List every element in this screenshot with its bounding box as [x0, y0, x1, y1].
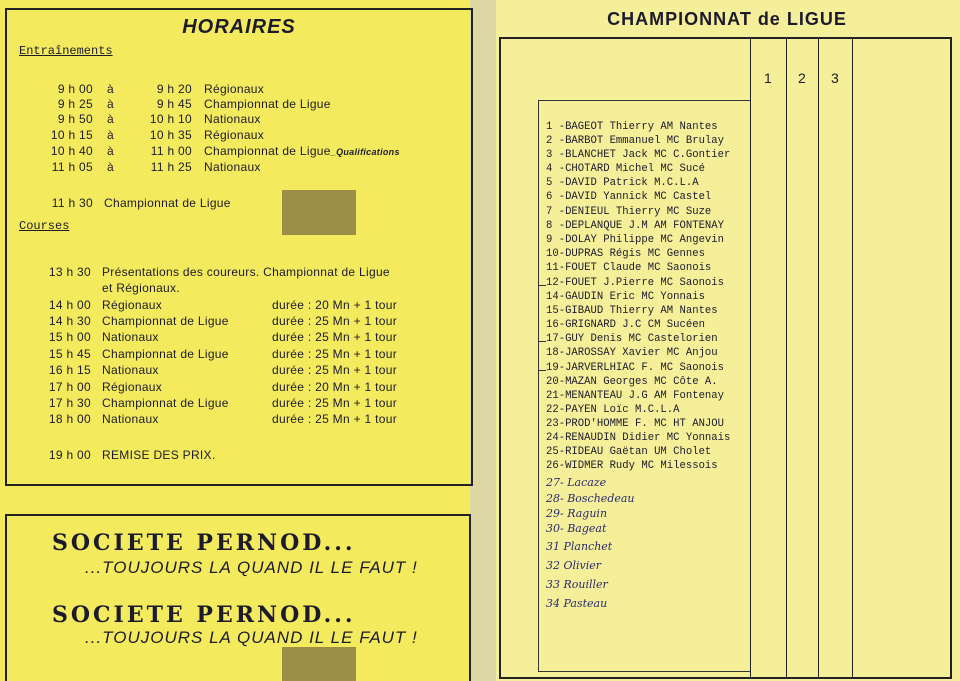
race-duration: durée : 25 Mn + 1 tour	[272, 314, 398, 328]
entry-row: 10-DUPRAS Régis MC Gennes	[546, 248, 705, 260]
column-divider	[818, 37, 819, 679]
entry-mark	[538, 341, 546, 342]
training-label: Championnat de Ligue	[204, 97, 331, 111]
column-divider	[786, 37, 787, 679]
race-time: 17 h 00	[48, 380, 91, 394]
race-duration: durée : 20 Mn + 1 tour	[272, 298, 398, 312]
prize-label: REMISE DES PRIX.	[102, 448, 216, 462]
courses-heading: Courses	[19, 219, 70, 233]
pernod-headline: SOCIETE PERNOD...	[52, 602, 356, 628]
entry-row: 3 -BLANCHET Jack MC C.Gontier	[546, 149, 731, 161]
training-start: 10 h 15	[50, 128, 93, 142]
training-a: à	[107, 112, 114, 126]
handwritten-entry: 30- Bageat	[546, 522, 607, 535]
handwritten-entry: 28- Boschedeau	[546, 492, 635, 505]
race-duration: durée : 25 Mn + 1 tour	[272, 412, 398, 426]
pernod-headline: SOCIETE PERNOD...	[52, 530, 356, 556]
entry-row: 1 -BAGEOT Thierry AM Nantes	[546, 121, 718, 133]
training-label: Nationaux	[204, 112, 261, 126]
race-time: 18 h 00	[48, 412, 91, 426]
training-start: 9 h 25	[57, 97, 93, 111]
race-time: 14 h 00	[48, 298, 91, 312]
stamp-block	[282, 190, 356, 235]
entry-row: 12-FOUET J.Pierre MC Saonois	[546, 277, 725, 289]
handwritten-entry: 33 Rouiller	[546, 578, 608, 591]
entry-row: 6 -DAVID Yannick MC Castel	[546, 191, 712, 203]
training-label: Nationaux	[204, 160, 261, 174]
race-duration: durée : 25 Mn + 1 tour	[272, 363, 398, 377]
training-start: 9 h 50	[57, 112, 93, 126]
race-duration: durée : 25 Mn + 1 tour	[272, 396, 398, 410]
race-time: 15 h 00	[48, 330, 91, 344]
qualifications-note: _Qualifications	[330, 147, 400, 157]
entry-row: 18-JAROSSAY Xavier MC Anjou	[546, 347, 718, 359]
training-a: à	[107, 97, 114, 111]
race-label: Régionaux	[102, 298, 163, 312]
handwritten-entry: 31 Planchet	[546, 540, 613, 553]
race-time: 15 h 45	[48, 347, 91, 361]
race-label: Championnat de Ligue	[102, 314, 229, 328]
training-start: 10 h 40	[50, 144, 93, 158]
stamp-block	[282, 647, 356, 681]
race-label: Nationaux	[102, 412, 159, 426]
training-extra-time: 11 h 30	[51, 196, 93, 210]
entry-row: 15-GIBAUD Thierry AM Nantes	[546, 305, 718, 317]
horaires-title: HORAIRES	[182, 16, 296, 38]
race-label: Championnat de Ligue	[102, 347, 229, 361]
training-start: 9 h 00	[57, 82, 93, 96]
race-duration: durée : 25 Mn + 1 tour	[272, 330, 398, 344]
entry-row: 4 -CHOTARD Michel MC Sucé	[546, 163, 705, 175]
entry-row: 25-RIDEAU Gaëtan UM Cholet	[546, 446, 712, 458]
race-label: Championnat de Ligue	[102, 396, 229, 410]
entry-row: 24-RENAUDIN Didier MC Yonnais	[546, 432, 731, 444]
race-time: 17 h 30	[48, 396, 91, 410]
training-a: à	[107, 128, 114, 142]
entry-row: 21-MENANTEAU J.G AM Fontenay	[546, 390, 725, 402]
race-label: Nationaux	[102, 363, 159, 377]
race-duration: durée : 20 Mn + 1 tour	[272, 380, 398, 394]
entry-row: 14-GAUDIN Eric MC Yonnais	[546, 291, 705, 303]
horaires-box	[5, 8, 473, 486]
training-end: 11 h 00	[150, 144, 192, 158]
column-header-2: 2	[798, 70, 806, 86]
entry-row: 11-FOUET Claude MC Saonois	[546, 262, 712, 274]
presentation-line1: Présentations des coureurs. Championnat de Ligue	[102, 265, 390, 279]
entry-row: 8 -DEPLANQUE J.M AM FONTENAY	[546, 220, 725, 232]
pernod-slogan: ...TOUJOURS LA QUAND IL LE FAUT !	[85, 628, 418, 647]
entry-row: 16-GRIGNARD J.C CM Sucéen	[546, 319, 705, 331]
entry-row: 19-JARVERLHIAC F. MC Saonois	[546, 362, 725, 374]
training-label	[204, 144, 400, 158]
training-label-text: Championnat de Ligue	[204, 144, 331, 158]
entry-row: 23-PROD'HOMME F. MC HT ANJOU	[546, 418, 725, 430]
entry-row: 20-MAZAN Georges MC Côte A.	[546, 376, 718, 388]
entrainements-heading: Entraînements	[19, 44, 113, 58]
training-a: à	[107, 144, 114, 158]
training-label: Régionaux	[204, 128, 265, 142]
presentation-line2: et Régionaux.	[102, 281, 180, 295]
entry-row: 7 -DENIEUL Thierry MC Suze	[546, 206, 712, 218]
race-label: Régionaux	[102, 380, 163, 394]
race-time: 16 h 15	[48, 363, 91, 377]
prize-time: 19 h 00	[48, 448, 91, 462]
entry-row: 26-WIDMER Rudy MC Milessois	[546, 460, 718, 472]
entry-row: 5 -DAVID Patrick M.C.L.A	[546, 177, 699, 189]
training-end: 10 h 35	[149, 128, 192, 142]
entry-row: 9 -DOLAY Philippe MC Angevin	[546, 234, 725, 246]
entry-row: 22-PAYEN Loïc M.C.L.A	[546, 404, 680, 416]
pernod-ad-box	[5, 514, 471, 681]
training-end: 11 h 25	[150, 160, 192, 174]
handwritten-entry: 27- Lacaze	[546, 476, 607, 489]
entry-mark	[538, 285, 546, 286]
column-divider	[852, 37, 853, 679]
training-label: Régionaux	[204, 82, 265, 96]
training-end: 9 h 20	[156, 82, 192, 96]
pernod-slogan: ...TOUJOURS LA QUAND IL LE FAUT !	[85, 558, 418, 577]
race-duration: durée : 25 Mn + 1 tour	[272, 347, 398, 361]
training-end: 10 h 10	[149, 112, 192, 126]
column-header-3: 3	[831, 70, 839, 86]
column-divider	[750, 37, 751, 679]
training-extra-label: Championnat de Ligue	[104, 196, 231, 210]
entry-row: 17-GUY Denis MC Castelorien	[546, 333, 718, 345]
entry-mark	[538, 370, 546, 371]
championnat-title: CHAMPIONNAT de LIGUE	[607, 9, 847, 29]
training-start: 11 h 05	[51, 160, 93, 174]
race-time: 14 h 30	[48, 314, 91, 328]
entry-row: 2 -BARBOT Emmanuel MC Brulay	[546, 135, 725, 147]
handwritten-entry: 32 Olivier	[546, 559, 602, 572]
training-a: à	[107, 82, 114, 96]
training-a: à	[107, 160, 114, 174]
training-end: 9 h 45	[156, 97, 192, 111]
presentation-time: 13 h 30	[48, 265, 91, 279]
race-label: Nationaux	[102, 330, 159, 344]
page-gutter	[470, 0, 496, 681]
handwritten-entry: 34 Pasteau	[546, 597, 608, 610]
column-header-1: 1	[764, 70, 772, 86]
handwritten-entry: 29- Raguin	[546, 507, 608, 520]
